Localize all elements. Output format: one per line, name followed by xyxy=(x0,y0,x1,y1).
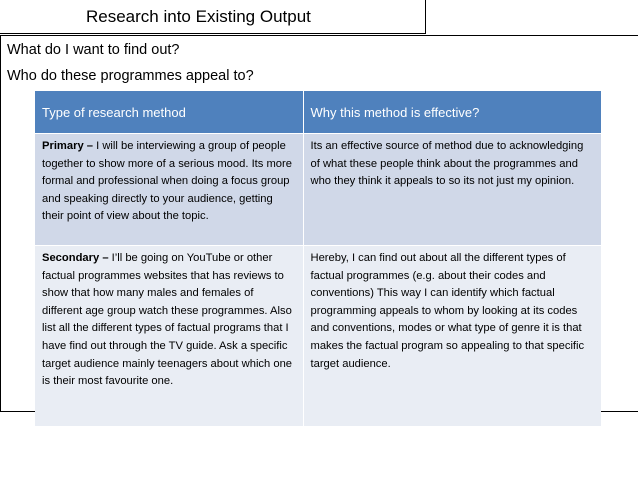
question-who-appeals: Who do these programmes appeal to? xyxy=(7,68,254,84)
secondary-label: Secondary – xyxy=(42,252,109,264)
slide-title: Research into Existing Output xyxy=(0,0,426,34)
table-header-row xyxy=(35,91,601,134)
cell-primary-method xyxy=(35,134,303,246)
content-frame-left-border xyxy=(0,35,1,412)
cell-secondary-effectiveness: Hereby, I can find out about all the different types of factual programmes (e.g. about their codes and conventions) This way I can identify which factual programming appeals to whom by looking at its codes and conventions, modes or what type of genre it is that makes the factual program so appealing to that specific target audience. xyxy=(303,246,601,427)
primary-label: Primary – xyxy=(42,140,93,152)
cell-primary-effectiveness: Its an effective source of method due to acknowledging of what these people think about the programmes and who they think it appeals to so its not just my opinion. xyxy=(303,134,601,246)
primary-method-text: I will be interviewing a group of people together to show more of a serious mood. Its more formal and professional when doing a focus group and speaking directly to your audience, getting their point of view about the topic. xyxy=(42,140,292,223)
cell-secondary-method xyxy=(35,246,303,427)
table-row-secondary xyxy=(35,246,601,427)
header-why-effective: Why this method is effective? xyxy=(303,91,601,134)
table-row-primary xyxy=(35,134,601,246)
header-research-method: Type of research method xyxy=(35,91,303,134)
question-what-to-find-out: What do I want to find out? xyxy=(7,42,180,58)
research-methods-table xyxy=(35,91,601,426)
secondary-method-text: I’ll be going on YouTube or other factual programmes websites that has reviews to show that how many males and females of different age group watch these programmes. Also list all the different types of factual programs that I have find out through the TV guide. Ask a specific target audience mainly teenagers about which one is their most favourite one. xyxy=(42,252,293,388)
